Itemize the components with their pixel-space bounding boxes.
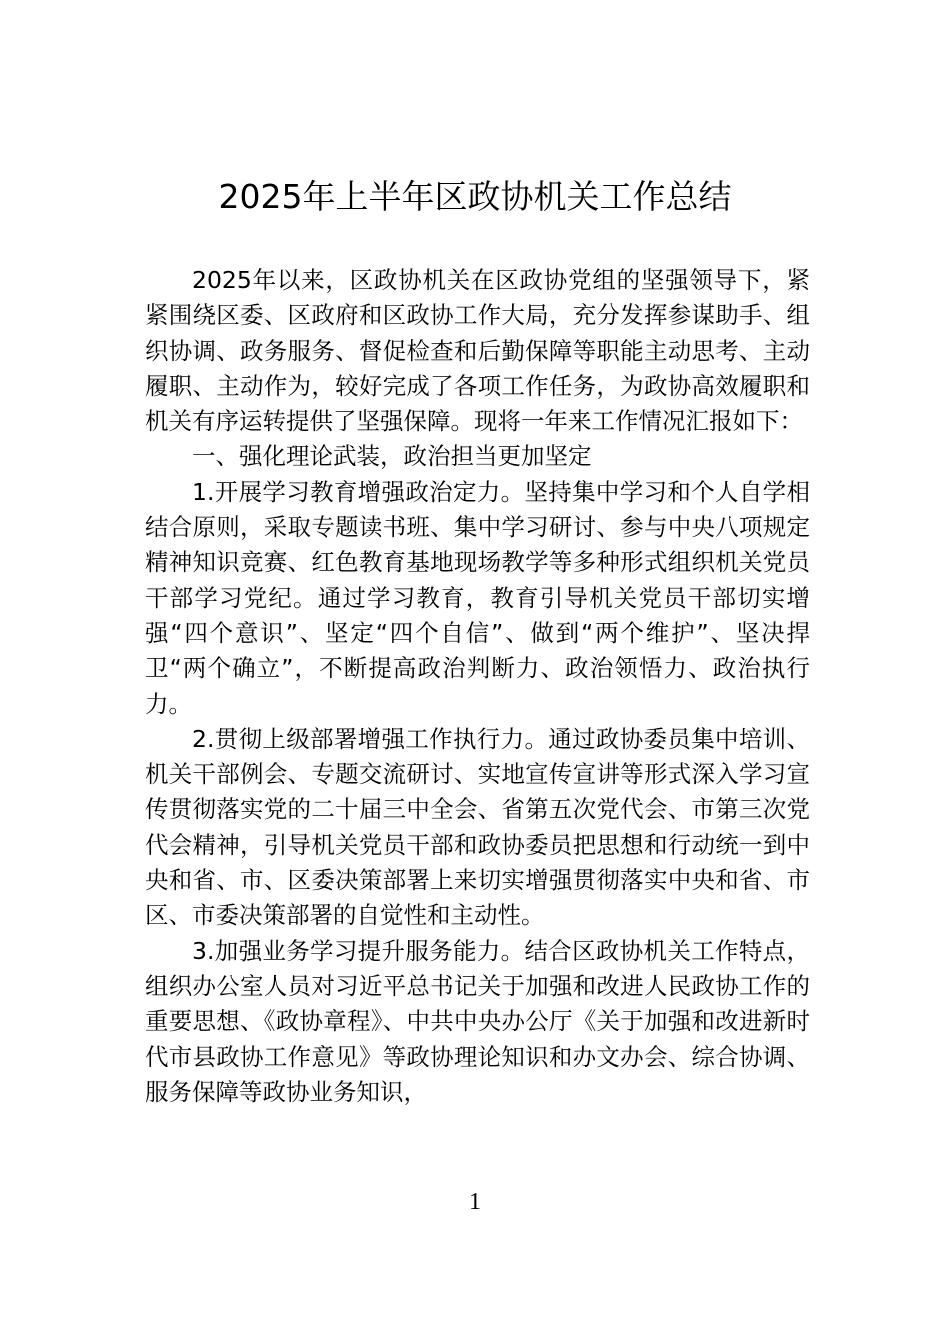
page-number: 1 (469, 1189, 481, 1215)
document-body (145, 263, 810, 1110)
body-paragraph-1: 1.开展学习教育增强政治定力。坚持集中学习和个人自学相结合原则，采取专题读书班、集中学习研讨、参与中央八项规定精神知识竞赛、红色教育基地现场教学等多种形式组织机关党员干部学习党纪。通过学习教育，教育引导机关党员干部切实增强“四个意识”、坚定“四个自信”、做到“两个维护”、坚决捍卫“两个确立”，不断提高政治判断力、政治领悟力、政治执行力。 (145, 477, 810, 718)
intro-paragraph: 2025年以来，区政协机关在区政协党组的坚强领导下，紧紧围绕区委、区政府和区政协工作大局，充分发挥参谋助手、组织协调、政务服务、督促检查和后勤保障等职能主动思考、主动履职、主动作为，较好完成了各项工作任务，为政协高效履职和机关有序运转提供了坚强保障。现将一年来工作情况汇报如下： (145, 266, 810, 436)
body-paragraph-3: 3.加强业务学习提升服务能力。结合区政协机关工作特点，组织办公室人员对习近平总书记关于加强和改进人民政协工作的重要思想、《政协章程》、中共中央办公厅《关于加强和改进新时代市县政协工作意见》等政协理论知识和办文办会、综合协调、服务保障等政协业务知识， (145, 936, 810, 1106)
section-heading-1: 一、强化理论武装，政治担当更加坚定 (192, 442, 592, 471)
body-paragraph-2: 2.贯彻上级部署增强工作执行力。通过政协委员集中培训、机关干部例会、专题交流研讨、实地宣传宣讲等形式深入学习宣传贯彻落实党的二十届三中全会、省第五次党代会、市第三次党代会精神，引导机关党员干部和政协委员把思想和行动统一到中央和省、市、区委决策部署上来切实增强贯彻落实中央和省、市区、市委决策部署的自觉性和主动性。 (145, 724, 810, 930)
document-title: 2025年上半年区政协机关工作总结 (218, 177, 732, 216)
